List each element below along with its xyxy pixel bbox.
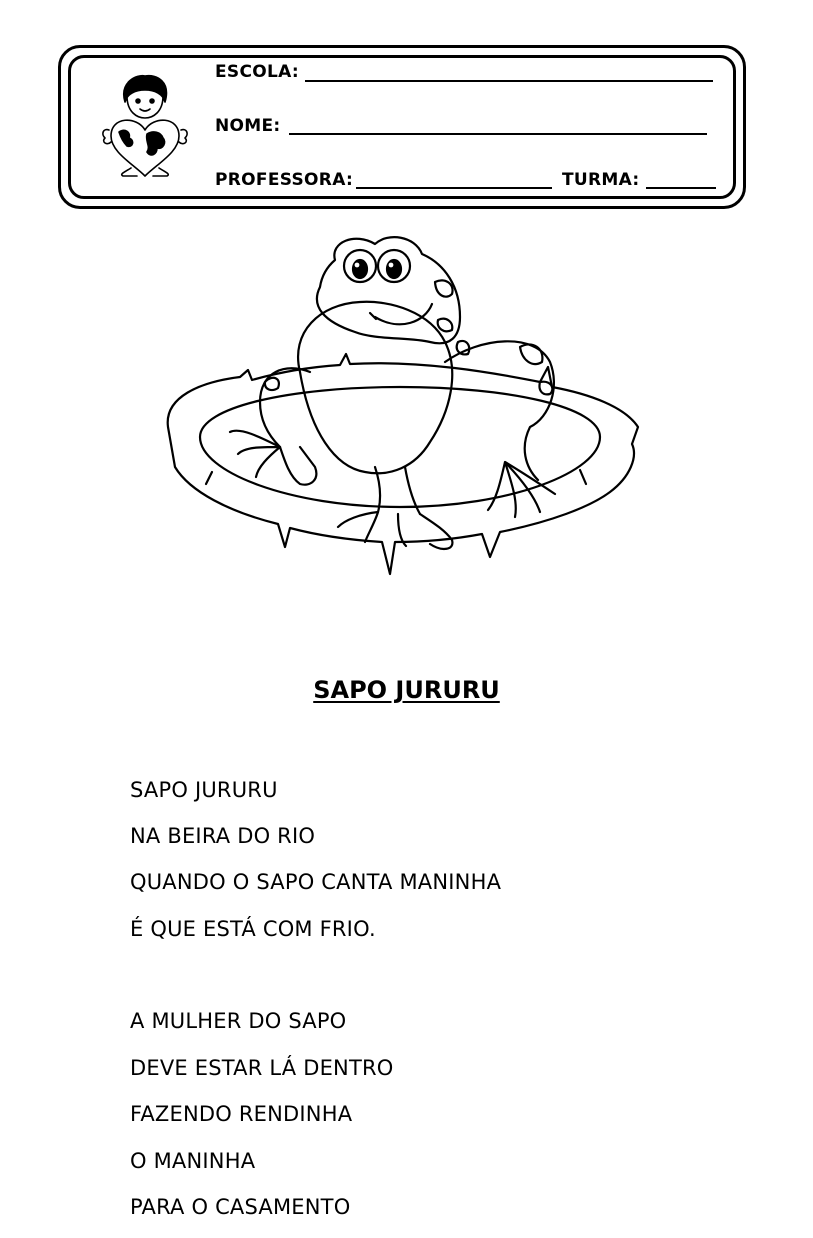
escola-field-line[interactable] [305,80,713,82]
nome-field-line[interactable] [289,133,707,135]
turma-field-line[interactable] [646,187,716,189]
poem-line: NA BEIRA DO RIO [130,824,316,848]
poem-line: QUANDO O SAPO CANTA MANINHA [130,870,502,894]
turma-label: TURMA: [562,170,640,190]
poem-line: PARA O CASAMENTO [130,1195,351,1219]
poem-line: DEVE ESTAR LÁ DENTRO [130,1056,394,1080]
escola-label: ESCOLA: [215,62,299,82]
frog-on-lily-pad-illustration [160,222,650,607]
poem-line: É QUE ESTÁ COM FRIO. [130,917,376,941]
poem-line: O MANINHA [130,1149,256,1173]
poem-line: A MULHER DO SAPO [130,1009,347,1033]
poem-line: SAPO JURURU [130,778,278,802]
professora-label: PROFESSORA: [215,170,354,190]
page-title: SAPO JURURU [313,676,500,704]
professora-field-line[interactable] [356,187,552,189]
child-heart-globe-icon [97,72,193,178]
nome-label: NOME: [215,116,281,136]
poem-line: FAZENDO RENDINHA [130,1102,353,1126]
